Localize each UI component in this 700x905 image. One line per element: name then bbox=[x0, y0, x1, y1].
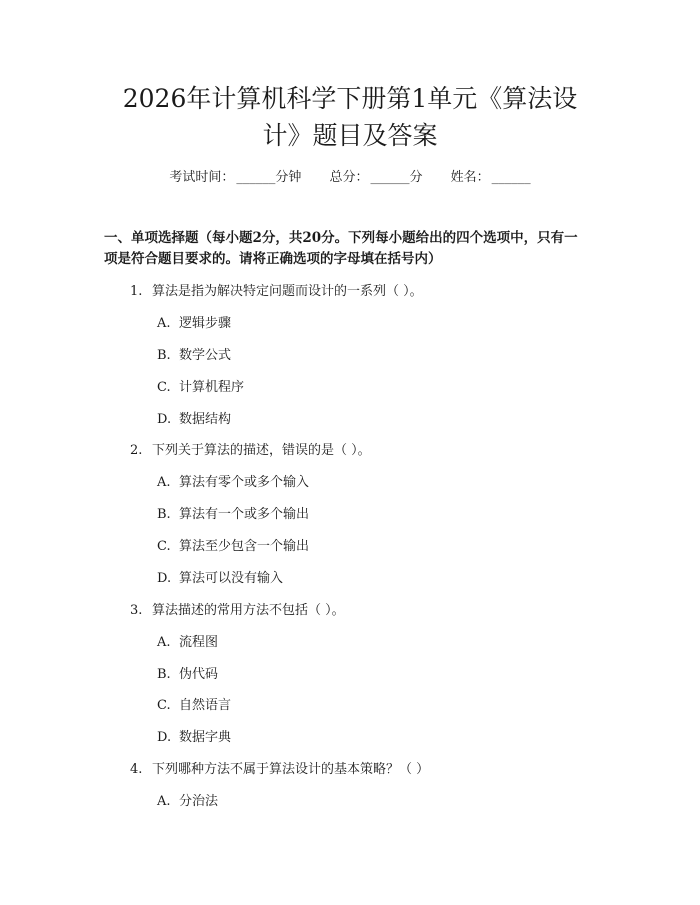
option-text: 算法可以没有输入 bbox=[179, 571, 284, 586]
option-text: 算法有一个或多个输出 bbox=[179, 507, 310, 522]
option-letter: A. bbox=[157, 475, 171, 490]
option-text: 数据字典 bbox=[179, 730, 232, 745]
student-name-label: 姓名： bbox=[450, 170, 490, 185]
section-heading-line-2: 项是符合题目要求的。请将正确选项的字母填在括号内） bbox=[104, 251, 442, 267]
question-1-option-a bbox=[157, 316, 231, 332]
question-1-option-c bbox=[157, 380, 244, 396]
option-text: 算法有零个或多个输入 bbox=[179, 475, 310, 490]
option-text: 分治法 bbox=[179, 794, 219, 809]
option-letter: A. bbox=[157, 635, 171, 650]
question-3 bbox=[130, 603, 345, 619]
option-text: 流程图 bbox=[179, 635, 219, 650]
question-number: 1. bbox=[130, 284, 143, 299]
option-text: 计算机程序 bbox=[179, 380, 245, 395]
question-2-option-c bbox=[157, 539, 309, 555]
option-text: 逻辑步骤 bbox=[179, 316, 232, 331]
question-2 bbox=[130, 443, 371, 459]
total-score-field bbox=[329, 170, 422, 185]
page-title-line-2: 计》题目及答案 bbox=[262, 121, 438, 150]
option-letter: B. bbox=[157, 507, 171, 522]
exam-time-label: 考试时间： bbox=[169, 170, 235, 185]
exam-time-blank: ______分钟 bbox=[236, 170, 302, 185]
question-3-option-b bbox=[157, 667, 218, 683]
question-3-option-c bbox=[157, 698, 231, 714]
page-title-line-1: 2026年计算机科学下册第1单元《算法设 bbox=[122, 84, 578, 113]
question-3-option-d bbox=[157, 730, 231, 746]
question-3-option-a bbox=[157, 635, 218, 651]
total-score-blank: ______分 bbox=[370, 170, 423, 185]
option-letter: A. bbox=[157, 316, 171, 331]
question-2-option-d bbox=[157, 571, 283, 587]
question-1-option-b bbox=[157, 348, 231, 364]
option-letter: B. bbox=[157, 348, 171, 363]
question-text: 算法描述的常用方法不包括（ ）。 bbox=[152, 603, 345, 618]
question-4-option-a bbox=[157, 794, 218, 810]
option-text: 数据结构 bbox=[179, 412, 232, 427]
exam-time-field bbox=[169, 170, 301, 185]
student-name-field bbox=[451, 170, 531, 185]
option-text: 伪代码 bbox=[179, 667, 219, 682]
section-heading-line-1: 一、单项选择题（每小题2分，共20分。下列每小题给出的四个选项中，只有一 bbox=[104, 230, 578, 246]
option-text: 自然语言 bbox=[179, 698, 232, 713]
option-letter: D. bbox=[157, 730, 172, 745]
option-letter: D. bbox=[157, 412, 172, 427]
question-1 bbox=[130, 284, 423, 300]
question-number: 3. bbox=[130, 603, 143, 618]
option-letter: C. bbox=[157, 539, 171, 554]
exam-info-row bbox=[0, 170, 700, 186]
option-letter: C. bbox=[157, 698, 171, 713]
question-text: 下列哪种方法不属于算法设计的基本策略？（ ） bbox=[152, 762, 430, 777]
option-letter: B. bbox=[157, 667, 171, 682]
question-1-option-d bbox=[157, 412, 231, 428]
option-letter: D. bbox=[157, 571, 172, 586]
option-letter: A. bbox=[157, 794, 171, 809]
student-name-blank: ______ bbox=[491, 170, 531, 185]
question-text: 下列关于算法的描述，错误的是（ ）。 bbox=[152, 443, 371, 458]
total-score-label: 总分： bbox=[329, 170, 369, 185]
option-text: 数学公式 bbox=[179, 348, 232, 363]
question-4 bbox=[130, 762, 429, 778]
question-2-option-a bbox=[157, 475, 309, 491]
question-text: 算法是指为解决特定问题而设计的一系列（ ）。 bbox=[152, 284, 423, 299]
question-number: 4. bbox=[130, 762, 143, 777]
option-letter: C. bbox=[157, 380, 171, 395]
option-text: 算法至少包含一个输出 bbox=[179, 539, 310, 554]
question-2-option-b bbox=[157, 507, 309, 523]
question-number: 2. bbox=[130, 443, 143, 458]
